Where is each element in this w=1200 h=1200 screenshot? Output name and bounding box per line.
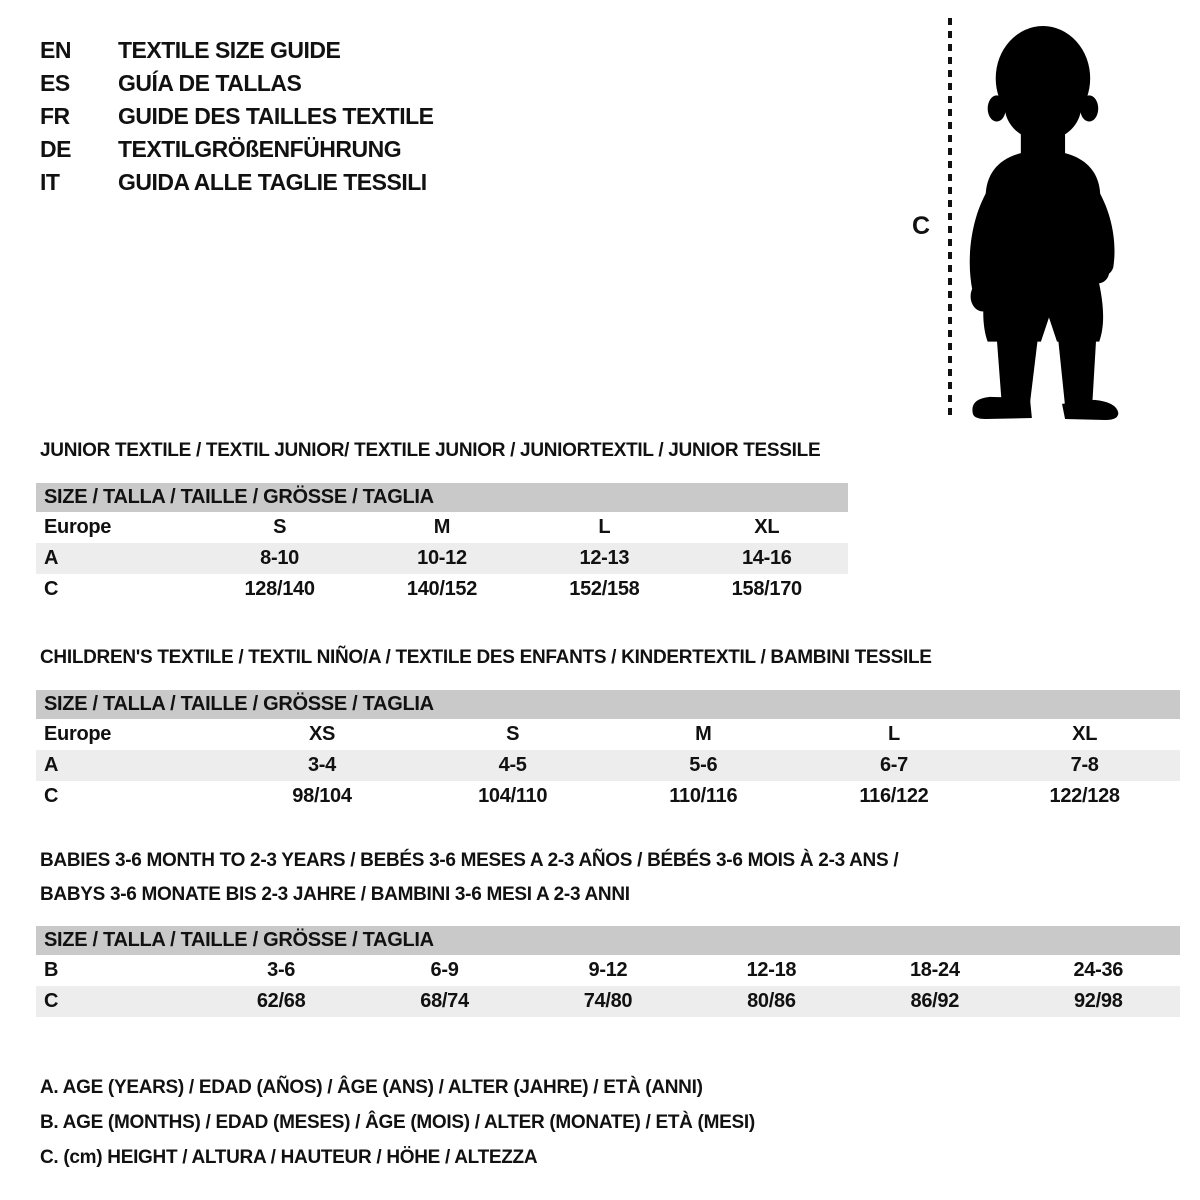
language-code: ES (40, 70, 70, 96)
size-cell: 128/140 (244, 578, 315, 600)
size-cell: 10-12 (417, 547, 467, 569)
size-cell: L (598, 516, 611, 538)
row-label: A (44, 754, 59, 776)
size-cell: 92/98 (1073, 990, 1123, 1012)
size-cell: XL (1072, 723, 1098, 745)
babies-size-table (36, 926, 1180, 1017)
row-label: Europe (44, 723, 112, 745)
language-title: GUIDA ALLE TAGLIE TESSILI (118, 169, 427, 195)
footnote: C. (cm) HEIGHT / ALTURA / HAUTEUR / HÖHE / ALTEZZA (40, 1147, 538, 1168)
language-title: TEXTILGRÖßENFÜHRUNG (118, 136, 402, 162)
language-row (40, 34, 434, 67)
footnote: B. AGE (MONTHS) / EDAD (MESES) / ÂGE (MOIS) / ALTER (MONATE) / ETÀ (MESI) (40, 1112, 755, 1133)
size-cell: 158/170 (731, 578, 802, 600)
language-code: FR (40, 103, 70, 129)
size-cell: 3-6 (267, 959, 296, 981)
size-cell: S (506, 723, 520, 745)
size-cell: 80/86 (747, 990, 796, 1012)
language-code: DE (40, 136, 71, 162)
size-cell: L (887, 723, 900, 745)
table-row (36, 750, 1180, 781)
section-title: CHILDREN'S TEXTILE / TEXTIL NIÑO/A / TEXTILE DES ENFANTS / KINDERTEXTIL / BAMBINI TESSILE (40, 647, 932, 668)
size-cell: 6-9 (430, 959, 459, 981)
language-row (40, 166, 434, 199)
section-title-block (40, 434, 848, 468)
language-code: EN (40, 37, 71, 63)
size-cell: 9-12 (588, 959, 628, 981)
table-row (36, 719, 1180, 750)
size-cell: 104/110 (478, 785, 548, 807)
height-dashed-line (948, 18, 952, 418)
size-cell: 18-24 (909, 959, 960, 981)
table-row (36, 986, 1180, 1017)
size-cell: M (695, 723, 712, 745)
height-measure-label: C (912, 212, 931, 240)
junior-size-table (36, 483, 848, 605)
table-row (36, 512, 848, 543)
size-table-header: SIZE / TALLA / TAILLE / GRÖSSE / TAGLIA (36, 483, 848, 512)
section-title: BABIES 3-6 MONTH TO 2-3 YEARS / BEBÉS 3-6 MESES A 2-3 AÑOS / BÉBÉS 3-6 MOIS À 2-3 ANS / (40, 850, 899, 871)
row-label: C (44, 785, 59, 807)
section-junior-textile (36, 434, 848, 605)
section-title: JUNIOR TEXTILE / TEXTIL JUNIOR/ TEXTILE JUNIOR / JUNIORTEXTIL / JUNIOR TESSILE (40, 440, 821, 461)
footnotes (40, 1070, 755, 1175)
size-cell: 3-4 (307, 754, 336, 776)
size-cell: 122/128 (1049, 785, 1120, 807)
language-code: IT (40, 169, 60, 195)
toddler-silhouette-icon (963, 18, 1145, 420)
table-row (36, 543, 848, 574)
table-row (36, 781, 1180, 812)
size-cell: 5-6 (689, 754, 718, 776)
table-row (36, 955, 1180, 986)
size-cell: 110/116 (669, 785, 738, 807)
size-cell: 14-16 (741, 547, 792, 569)
size-cell: 74/80 (583, 990, 633, 1012)
section-children-textile (36, 641, 1180, 812)
language-row (40, 67, 434, 100)
row-label: C (44, 990, 59, 1012)
size-cell: 116/122 (859, 785, 929, 807)
size-cell: M (433, 516, 451, 538)
section-title-block (40, 641, 1180, 675)
size-cell: S (273, 516, 287, 538)
size-table-header: SIZE / TALLA / TAILLE / GRÖSSE / TAGLIA (36, 690, 1180, 719)
size-cell: 86/92 (910, 990, 960, 1012)
size-cell: 12-18 (746, 959, 797, 981)
section-title: BABYS 3-6 MONATE BIS 2-3 JAHRE / BAMBINI 3-6 MESI A 2-3 ANNI (40, 884, 630, 905)
size-cell: 4-5 (498, 754, 527, 776)
section-babies-textile (36, 844, 1180, 1017)
size-cell: 62/68 (256, 990, 306, 1012)
size-cell: 24-36 (1073, 959, 1124, 981)
size-cell: 140/152 (406, 578, 478, 600)
row-label: C (44, 578, 59, 600)
language-row (40, 100, 434, 133)
row-label: Europe (44, 516, 112, 538)
size-cell: 68/74 (420, 990, 469, 1012)
table-row (36, 574, 848, 605)
size-cell: 12-13 (579, 547, 630, 569)
language-title: GUÍA DE TALLAS (118, 70, 302, 96)
language-row (40, 133, 434, 166)
size-cell: 8-10 (260, 547, 299, 569)
row-label: B (44, 959, 59, 981)
row-label: A (44, 547, 59, 569)
size-cell: XL (754, 516, 780, 538)
footnote: A. AGE (YEARS) / EDAD (AÑOS) / ÂGE (ANS) / ALTER (JAHRE) / ETÀ (ANNI) (40, 1077, 703, 1098)
language-title: GUIDE DES TAILLES TEXTILE (118, 103, 434, 129)
children-size-table (36, 690, 1180, 812)
size-cell: 7-8 (1070, 754, 1099, 776)
size-cell: 6-7 (879, 754, 908, 776)
size-cell: 152/158 (569, 578, 640, 600)
size-cell: XS (308, 723, 336, 745)
language-title-list (40, 34, 434, 199)
language-title: TEXTILE SIZE GUIDE (118, 37, 341, 63)
size-cell: 98/104 (292, 785, 352, 807)
size-table-header: SIZE / TALLA / TAILLE / GRÖSSE / TAGLIA (36, 926, 1180, 955)
section-title-block (40, 844, 1180, 912)
